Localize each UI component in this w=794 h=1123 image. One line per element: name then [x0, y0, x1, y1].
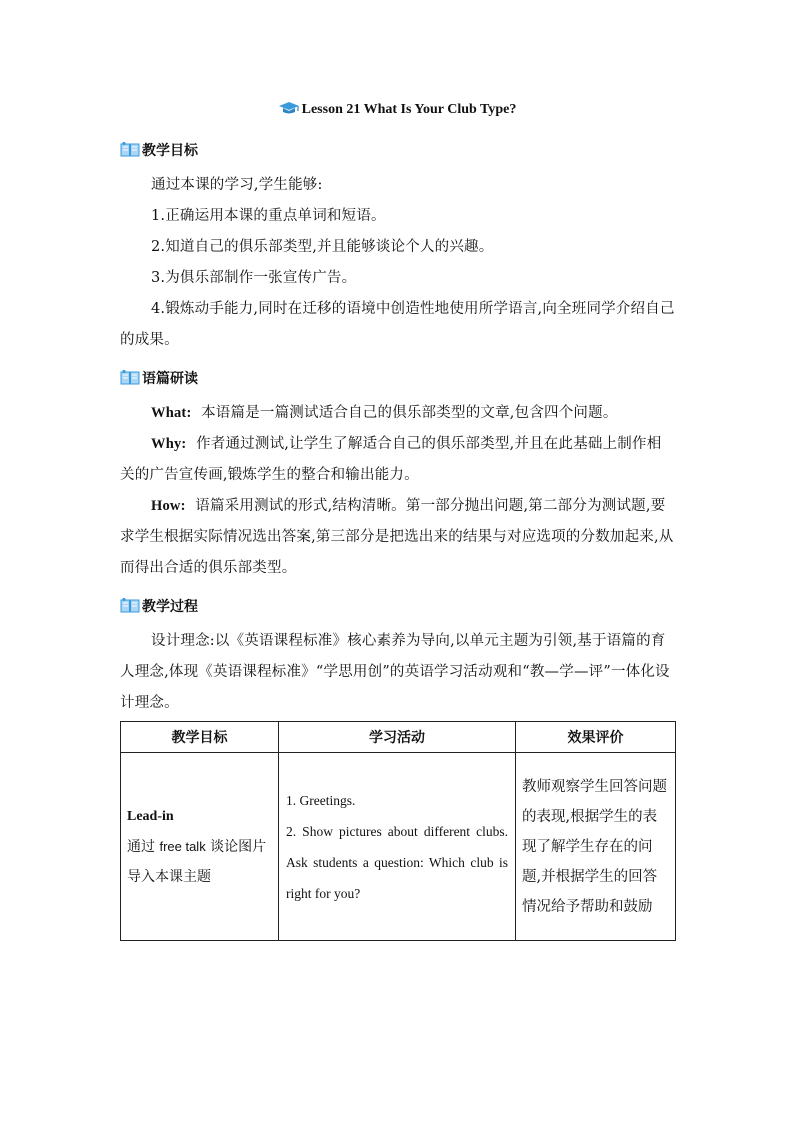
what-text: 本语篇是一篇测试适合自己的俱乐部类型的文章,包含四个问题。 — [201, 405, 618, 421]
how-text: 语篇采用测试的形式,结构清晰。第一部分抛出问题,第二部分为测试题,要求学生根据实际情况选出答案,第三部分是把选出来的结果与对应选项的分数加起来,从而得出合适的俱乐部类型。 — [120, 498, 674, 576]
stage-goal — [127, 832, 272, 892]
heading-text: 语篇研读 — [142, 371, 198, 387]
goal-item-1: 1.正确运用本课的重点单词和短语。 — [151, 208, 386, 224]
what-label: What: — [151, 405, 192, 421]
activity-1: 1. Greetings. — [286, 792, 356, 808]
why-label: Why: — [151, 436, 187, 452]
header-evaluation: 效果评价 — [516, 722, 676, 753]
activity-2: 2. Show pictures about different clubs. Ask students a question: Which club is right for you? — [286, 823, 508, 901]
stage-label: Lead-in — [127, 808, 174, 824]
goal-item-2: 2.知道自己的俱乐部类型,并且能够谈论个人的兴趣。 — [151, 239, 494, 255]
table-header-row — [121, 722, 676, 753]
lesson-plan-table — [120, 721, 676, 941]
cell-goal — [121, 753, 279, 941]
open-book-icon — [120, 369, 140, 387]
goal-item-4: 4.锻炼动手能力,同时在迁移的语境中创造性地使用所学语言,向全班同学介绍自己的成果。 — [120, 301, 675, 348]
open-book-icon — [120, 141, 140, 159]
cell-activity — [279, 753, 516, 941]
goal-post-text: 谈论图片导入本课主题 — [127, 838, 267, 885]
section-heading-reading — [120, 367, 198, 389]
lesson-title-text: Lesson 21 What Is Your Club Type? — [301, 102, 517, 117]
reading-what — [120, 398, 675, 429]
section-heading-goals — [120, 139, 198, 161]
goals-intro: 通过本课的学习,学生能够: — [151, 177, 323, 193]
why-text: 作者通过测试,让学生了解适合自己的俱乐部类型,并且在此基础上制作相关的广告宣传画,锻炼学生的整合和输出能力。 — [120, 436, 662, 483]
goal-latin-text: free talk — [159, 838, 206, 854]
open-book-icon — [120, 597, 140, 615]
header-teaching-goal: 教学目标 — [121, 722, 279, 753]
graduation-cap-icon — [278, 101, 300, 120]
heading-text: 教学过程 — [142, 599, 198, 615]
cell-evaluation: 教师观察学生回答问题的表现,根据学生的表现了解学生存在的问题,并根据学生的回答情况给予帮助和鼓励 — [516, 753, 676, 941]
table-row — [121, 753, 676, 941]
goal-pre-text: 通过 — [127, 838, 160, 855]
section-heading-process — [120, 595, 198, 617]
how-label: How: — [151, 498, 186, 514]
reading-how — [120, 491, 675, 584]
header-learning-activity: 学习活动 — [279, 722, 516, 753]
lesson-title — [0, 101, 794, 120]
heading-text: 教学目标 — [142, 143, 198, 159]
goal-item-3: 3.为俱乐部制作一张宣传广告。 — [151, 270, 357, 286]
design-concept: 设计理念:以《英语课程标准》核心素养为导向,以单元主题为引领,基于语篇的育人理念,体现《英语课程标准》“学思用创”的英语学习活动观和“教—学—评”一体化设计理念。 — [120, 633, 670, 711]
reading-why — [120, 429, 675, 491]
